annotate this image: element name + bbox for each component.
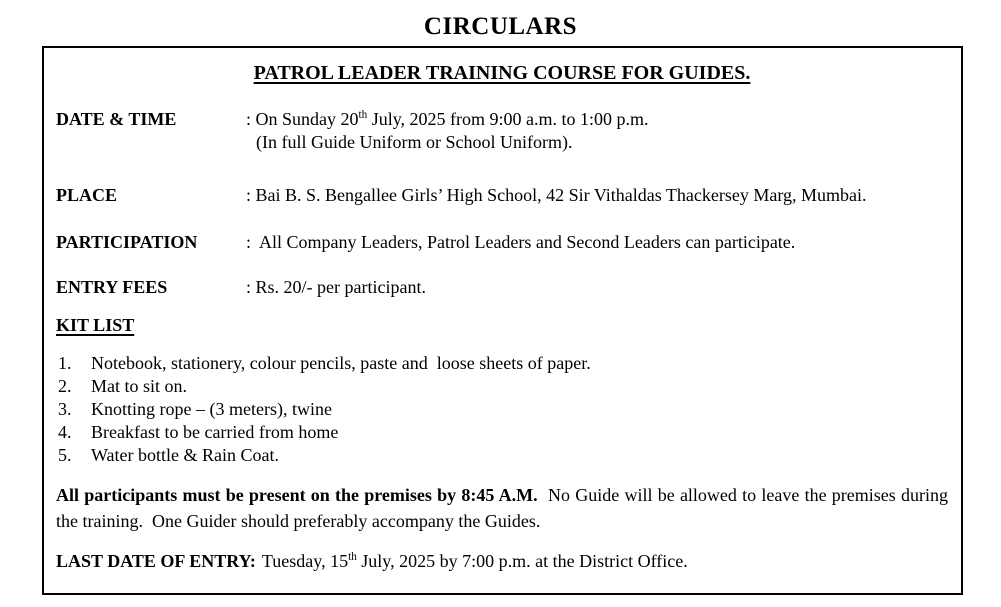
- last-date-ordinal-suffix: th: [348, 551, 357, 563]
- field-row-place: [56, 184, 948, 207]
- field-label-place: PLACE: [56, 185, 118, 205]
- last-date-text-after: July, 2025 by 7:00 p.m. at the District Office.: [356, 551, 688, 571]
- kit-item-text: Breakfast to be carried from home: [91, 422, 339, 442]
- attendance-notice: [56, 482, 948, 534]
- kit-item-text: Knotting rope – (3 meters), twine: [91, 399, 332, 419]
- circular-box: [42, 46, 963, 595]
- last-date-label: LAST DATE OF ENTRY:: [56, 551, 256, 571]
- date-time-text-before: : On Sunday 20: [246, 109, 359, 129]
- field-row-date-time: [56, 108, 948, 154]
- date-time-ordinal-suffix: th: [358, 109, 368, 121]
- kit-item-text: Notebook, stationery, colour pencils, paste and loose sheets of paper.: [91, 353, 591, 373]
- kit-item-text: Mat to sit on.: [91, 376, 188, 396]
- kit-list-item: [56, 398, 948, 421]
- kit-item-number: 3.: [58, 399, 72, 419]
- kit-list-item: [56, 375, 948, 398]
- field-label-participation: PARTICIPATION: [56, 232, 198, 252]
- field-value-participation: : All Company Leaders, Patrol Leaders and Second Leaders can participate.: [246, 232, 796, 252]
- last-date-of-entry: [56, 550, 948, 573]
- circular-heading: PATROL LEADER TRAINING COURSE FOR GUIDES.: [253, 62, 751, 84]
- kit-item-number: 2.: [58, 376, 72, 396]
- field-value-place: : Bai B. S. Bengallee Girls’ High School, 42 Sir Vithaldas Thackersey Marg, Mumbai.: [246, 185, 867, 205]
- kit-item-number: 4.: [58, 422, 72, 442]
- field-row-entry-fees: [56, 276, 948, 299]
- kit-item-number: 1.: [58, 353, 72, 373]
- kit-list-item: [56, 352, 948, 375]
- kit-item-number: 5.: [58, 445, 72, 465]
- kit-item-text: Water bottle & Rain Coat.: [91, 445, 280, 465]
- kit-list: [56, 352, 948, 467]
- kit-list-item: [56, 421, 948, 444]
- field-value-entry-fees: : Rs. 20/- per participant.: [246, 277, 426, 297]
- kit-list-item: [56, 444, 948, 467]
- date-time-line2: (In full Guide Uniform or School Uniform).: [256, 132, 573, 152]
- field-row-participation: [56, 231, 948, 254]
- page-title: CIRCULARS: [423, 13, 578, 40]
- field-label-date-time: DATE & TIME: [56, 109, 177, 129]
- notice-bold-text: All participants must be present on the premises by 8:45 A.M.: [56, 485, 538, 505]
- date-time-text-after: July, 2025 from 9:00 a.m. to 1:00 p.m.: [367, 109, 649, 129]
- last-date-text-before: Tuesday, 15: [261, 551, 349, 571]
- kit-list-heading: KIT LIST: [56, 315, 135, 335]
- field-value-date-time: [246, 108, 948, 154]
- date-time-line1: [246, 108, 948, 131]
- notice-regular-text: No Guide will be allowed to leave the premises during the training. One Guider should preferably accompany the Guides.: [56, 485, 948, 531]
- field-label-entry-fees: ENTRY FEES: [56, 277, 168, 297]
